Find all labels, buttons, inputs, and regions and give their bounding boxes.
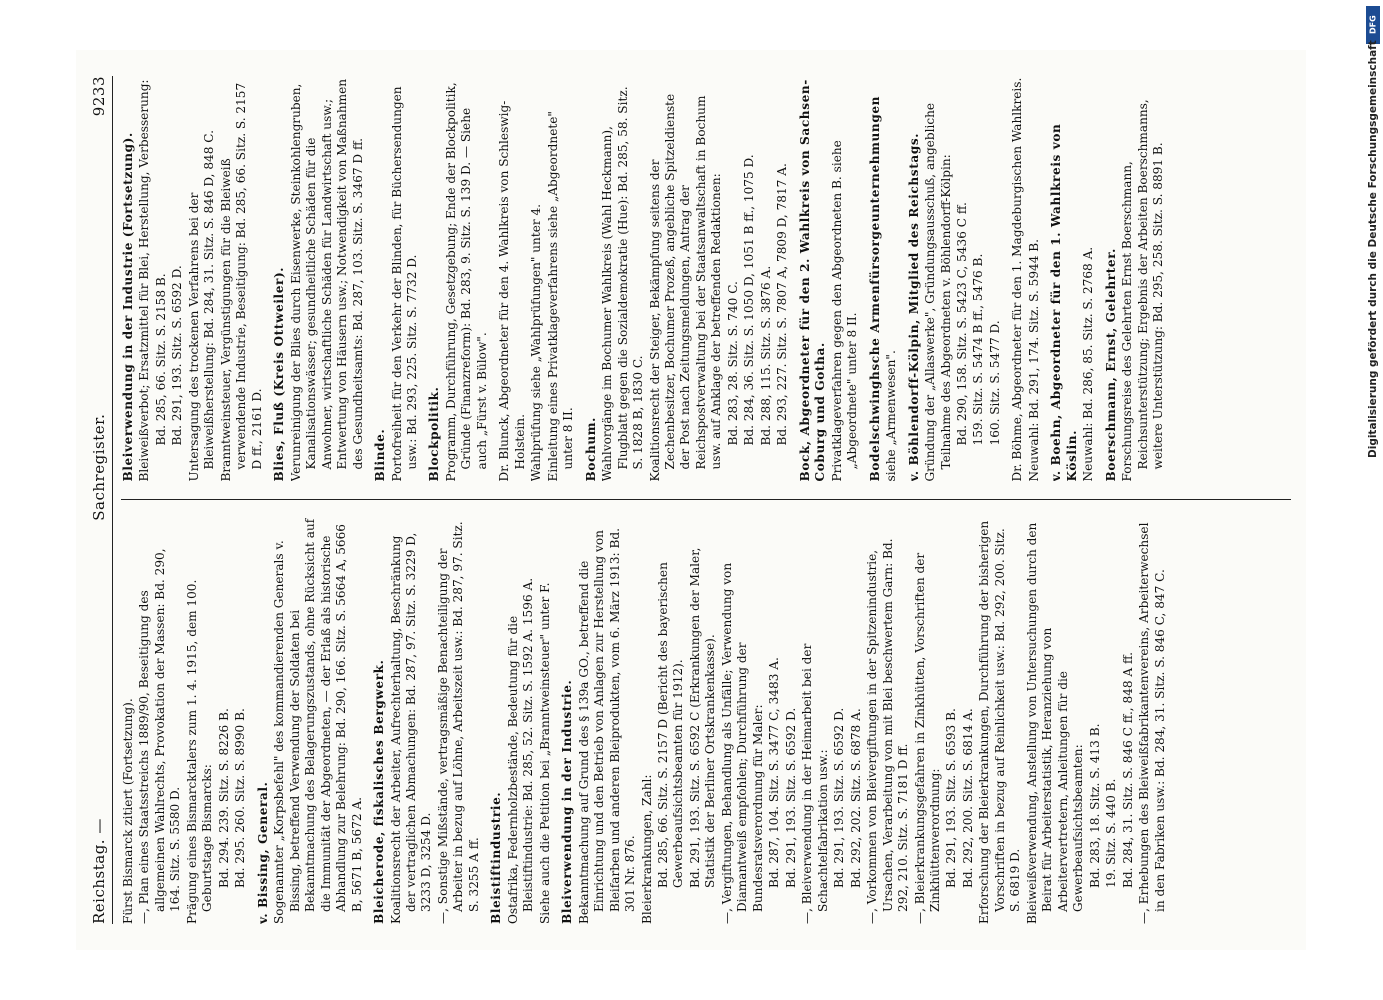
entry-line: Privatklageverfahren gegen den Abgeordneten B. siehe „Abgeordnete" unter 8 II. [829,140,860,482]
entry-line: —, Sonstige Mißstände, vertragsmäßige Benachteiligung der Arbeiter in bezug auf Löhne, Arbeitszeit usw.: Bd. 287, 97. Sitz. S. 3255 A ff. [435,521,481,924]
entry-heading: Bleicherode, fiskalisches Bergwerk. [372,659,387,924]
entry-line: Wahlprüfung siehe „Wahlprüfungen" unter 4. [529,203,544,482]
entry-line: Erforschung der Bleierkrankungen, Durchführung der bisherigen Vorschriften in bezug auf Reinlichkeit usw.: Bd. 292, 200. Sitz. S. 6819 D. [977,520,1023,924]
entry-heading: Bleiverwendung in der Industrie. [560,679,575,924]
entry-heading: Bodelschwinghsche Armenfürsorgeunternehmungen [867,95,882,482]
entry-heading: Blinde. [373,428,388,482]
entry-line: 159. Sitz. S. 5474 B ff., 5476 B. [971,253,986,446]
entry-line: Bd. 287, 104. Sitz. S. 3477 C, 3483 A. [767,657,782,888]
entry-line: Programm, Durchführung, Gesetzgebung; Ende der Blockpolitik, Gründe (Finanzreform): Bd. 283, 9. Sitz. S. 139 D. — Siehe auch „Fürst v. Bülow". [443,82,489,482]
entry-line: Bleierkrankungen, Zahl: [639,774,654,924]
entry-heading: v. Boehn, Abgeordneter für den 1. Wahlkreis von Köslin. [1049,123,1079,482]
rotated-page [76,50,1306,950]
entry-line: —, Vergiftungen, Behandlung als Unfälle; Verwendung von Diamantweiß empfohlen; Durchführung der Bundesratsverordnung für Maler: [719,562,765,924]
right-column [121,76,1291,482]
entry-line: Bd. 292, 202. Sitz. S. 6878 A. [848,708,863,888]
entry-line: Bleiweißverwendung, Anstellung von Untersuchungen durch den Beirat für Arbeiterstatistik, Heranziehung von Arbeitervertretern, Anleitungen für die Gewerbeaufsichtsbeamten: [1024,522,1086,924]
entry-line: Bd. 291, 193. Sitz. S. 6592 D. [832,707,847,888]
dfg-logo: DFG [1366,6,1380,44]
entry-heading: v. Bissing, General. [255,781,270,924]
entry-line: Dr. Böhme, Abgeordneter für den 1. Magdeburgischen Wahlkreis. [1010,77,1025,482]
index-entry [121,76,265,482]
entry-line: Bd. 288, 115. Sitz. S. 3876 A. [758,265,773,446]
entry-heading: v. Böhlendorff-Kölpin, Mitglied des Reichstags. [906,132,921,482]
entry-line: Prägung eines Bismarcktalers zum 1. 4. 1915, dem 100. Geburtstage Bismarcks: [184,579,215,924]
entry-line: Bd. 291, 193. Sitz. S. 6593 B. [944,708,959,888]
entry-line: Siehe auch die Petition bei „Branntweinsteuer" unter F. [537,582,552,924]
entry-heading: Bochum. [583,417,598,482]
index-entry [584,76,791,482]
index-entry [373,76,420,482]
entry-line: Branntweinsteuer, Vergünstigungen für die Bleiweiß verwendende Industrie, Beseitigung: Bd. 285, 66. Sitz. S. 2157 D ff., 2161 D. [218,82,264,482]
digitization-credit: Digitalisierung gefördert durch die Deutsche Forschungsgemeinschaft [1367,40,1379,458]
entry-heading: Blockpolitik. [427,386,442,482]
index-entry [121,519,249,925]
entry-line: —, Vorkommen von Bleivergiftungen in der Spitzenindustrie, Ursachen, Verarbeitung von mit Blei beschwertem Garn: Bd. 292, 210. Sitz. S. 7181 D ff. [865,538,911,924]
entry-line: Untersagung des trockenen Verfahrens bei der Bleiweißherstellung: Bd. 284, 31. Sitz. S. 846 D, 848 C. [186,130,217,482]
header-left: Reichstag. — [90,818,108,924]
index-entry [256,519,365,925]
entry-line: Bd. 294. 239. Sitz. S. 8226 B. [216,708,231,888]
entry-line: Forschungsreise des Gelehrten Ernst Boerschmann, Reichsunterstützung; Ergebnis der Arbeiten Boerschmanns, weitere Unterstützung: Bd. 295, 258. Sitz. S. 8891 B. [1120,99,1166,482]
entry-heading: Bleiverwendung in der Industrie (Fortsetzung). [121,132,135,482]
index-entry [1104,76,1167,482]
header-title: Sachregister. [90,413,108,521]
entry-line: Neuwahl: Bd. 286, 85. Sitz. S. 2768 A. [1081,246,1096,482]
index-entry [868,76,900,482]
entry-line: Bd. 295. 260. Sitz. S. 8990 B. [233,708,248,888]
entry-heading: Bleistiftindustrie. [489,791,504,924]
entry-line: Portofreiheit für den Verkehr der Blinden, für Büchersendungen usw.: Bd. 293, 225. Sitz. S. 7732 D. [389,86,419,482]
column-divider [121,500,1291,501]
index-entry [1049,76,1096,482]
left-column [121,519,1291,925]
entry-line: 160. Sitz. S. 5477 D. [987,320,1002,446]
running-head [90,76,113,924]
entry-line: —, Bleierkrankungsgefahren in Zinkhütten, Vorschriften der Zinkhüttenverordnung: [912,552,942,924]
entry-line: Fürst Bismarck zitiert (Fortsetzung). [121,698,135,924]
entry-line: Bd. 283, 28. Sitz. S. 740 C. [725,281,740,446]
entry-line: 19. Sitz. S. 440 B. [1104,778,1119,888]
entry-line: Bd. 285, 66. Sitz. S. 2158 B. [153,273,168,446]
entry-line: Bd. 291, 193. Sitz. S. 6592 D. [783,707,798,888]
entry-line: Gründung der „Allaswerke", Gründungsausschuß, angebliche Teilnahme des Abgeordneten v. Böhlendorff-Kölpin: [923,102,953,482]
entry-line: Bd. 292, 200. Sitz. S. 6814 A. [960,708,975,888]
index-entry [489,519,553,925]
index-entry [1010,76,1042,482]
index-entry [427,76,490,482]
entry-line: Einleitung eines Privatklageverfahrens siehe „Abgeordnete" unter 8 II. [545,111,576,482]
entry-line: Koalitionsrecht der Arbeiter, Aufrechterhaltung, Beschränkung der vertraglichen Abmachungen: Bd. 287, 97. Sitz. S. 3229 D, 3233 D, 3254 D. [388,532,434,924]
index-entry [497,76,576,482]
entry-line: Bd. 291, 193. Sitz. S. 6592 D. [170,265,185,446]
entry-line: Sogenannter „Korpsbefehl" des kommandierenden Generals v. Bissing, betreffend Verwendung der Soldaten bei Bekanntmachung des Belagerungszustands, ohne Rücksicht auf die Immunität der Abgeordneten, — der Erlaß als historische Abhandlung zur Belehrung: Bd. 290, 166. Sitz. S. 5664 A, 5666 B, 5671 B, 5672 A. [272,518,364,924]
entry-line: —, Bleiverwendung in der Heimarbeit bei der Schachtelfabrikation usw.: [800,643,830,924]
entry-line: Dr. Blunck, Abgeordneter für den 4. Wahlkreis von Schleswig-Holstein. [497,100,527,482]
entry-line: Bd. 293, 227. Sitz. S. 7807 A, 7809 D, 7817 A. [775,163,790,446]
entry-line: Koalitionsrecht der Steiger, Bekämpfung seitens der Zechenbesitzer, Bochumer Prozeß, angebliche Spitzeldienste der Post nach Zeitungsmeldungen, Antrag der Reichspostverwaltung bei der Staatsanwaltschaft in Bochum usw. auf Anklage der betreffenden Redaktionen: [647,93,724,482]
entry-line: Bd. 285, 66. Sitz. S. 2157 D (Bericht des bayerischen Gewerbeaufsichtsbeamten für 1912). [656,562,686,888]
entry-line: siehe „Armenwesen". [884,350,899,482]
entry-heading: Bock, Abgeordneter für den 2. Wahlkreis von Sachsen-Coburg und Gotha. [797,79,828,482]
entry-line: —, Erhebungen des Bleiweißfabrikantenvereins, Arbeiterwechsel in den Fabriken usw.: Bd. 284, 31. Sitz. S. 846 C, 847 C. [1137,522,1167,924]
entry-line: Ostafrika, Federnholzbestände, Bedeutung für die Bleistiftindustrie: Bd. 285, 52. Sitz. S. 1592 A. 1596 A. [505,577,536,924]
entry-line: Bd. 283, 18. Sitz. S. 413 B. [1087,723,1102,888]
entry-line: Wahlvorgänge im Bochumer Wahlkreis (Wahl Heckmann), Flugblatt gegen die Sozialdemokratie (Hue): Bd. 285, 58. Sitz. S. 1828 B, 1830 C. [600,86,646,482]
index-entry [272,76,366,482]
index-entry [560,519,1168,925]
index-entry [372,519,482,925]
index-entry [798,76,861,482]
entry-line: Neuwahl: Bd. 291, 174. Sitz. S. 5944 B. [1026,239,1041,482]
entry-line: Bd. 291, 193. Sitz. S. 6592 C (Erkrankungen der Maler, Statistik der Berliner Ortskrankenkasse). [687,547,718,888]
entry-line: Bd. 284, 31. Sitz. S. 846 C ff., 848 A ff. [1120,651,1135,888]
entry-line: Bleiweißverbot; Ersatzmittel für Blei, Herstellung, Verbesserung: [137,79,152,482]
entry-line: Bd. 284, 36. Sitz. S. 1050 D, 1051 B ff., 1075 D. [742,154,757,446]
entry-line: Verunreinigung der Blies durch Eisenwerke, Steinkohlengruben, Kanalisationswässer; gesundheitliche Schäden für die Anwohner, wirtschaftliche Schäden für Landwirtschaft usw.; Entwertung von Häusern usw.; Notwendigkeit von Maßnahmen des Gesundheitsamts: Bd. 287, 103. Sitz. S. 3467 D ff. [288,78,365,482]
page-number: 9233 [90,76,108,117]
entry-heading: Boerschmann, Ernst, Gelehrter. [1103,248,1118,482]
entry-heading: Blies, Fluß (Kreis Ottweiler). [272,266,287,482]
index-entry [907,76,1004,482]
entry-line: —, Plan eines Staatsstreichs 1889/90, Beseitigung des allgemeinen Wahlrechts, Provokation der Massen: Bd. 290, 164. Sitz. S. 5580 D. [137,548,183,924]
entry-line: Bd. 290, 158. Sitz. S. 5423 C, 5436 C ff. [954,202,969,446]
entry-line: Bekanntmachung auf Grund des § 139a GO., betreffend die Einrichtung und den Betrieb von Anlagen zur Herstellung von Bleifarben und anderen Bleiprodukten, vom 6. März 1913: Bd. 301 Nr. 876. [576,528,638,924]
